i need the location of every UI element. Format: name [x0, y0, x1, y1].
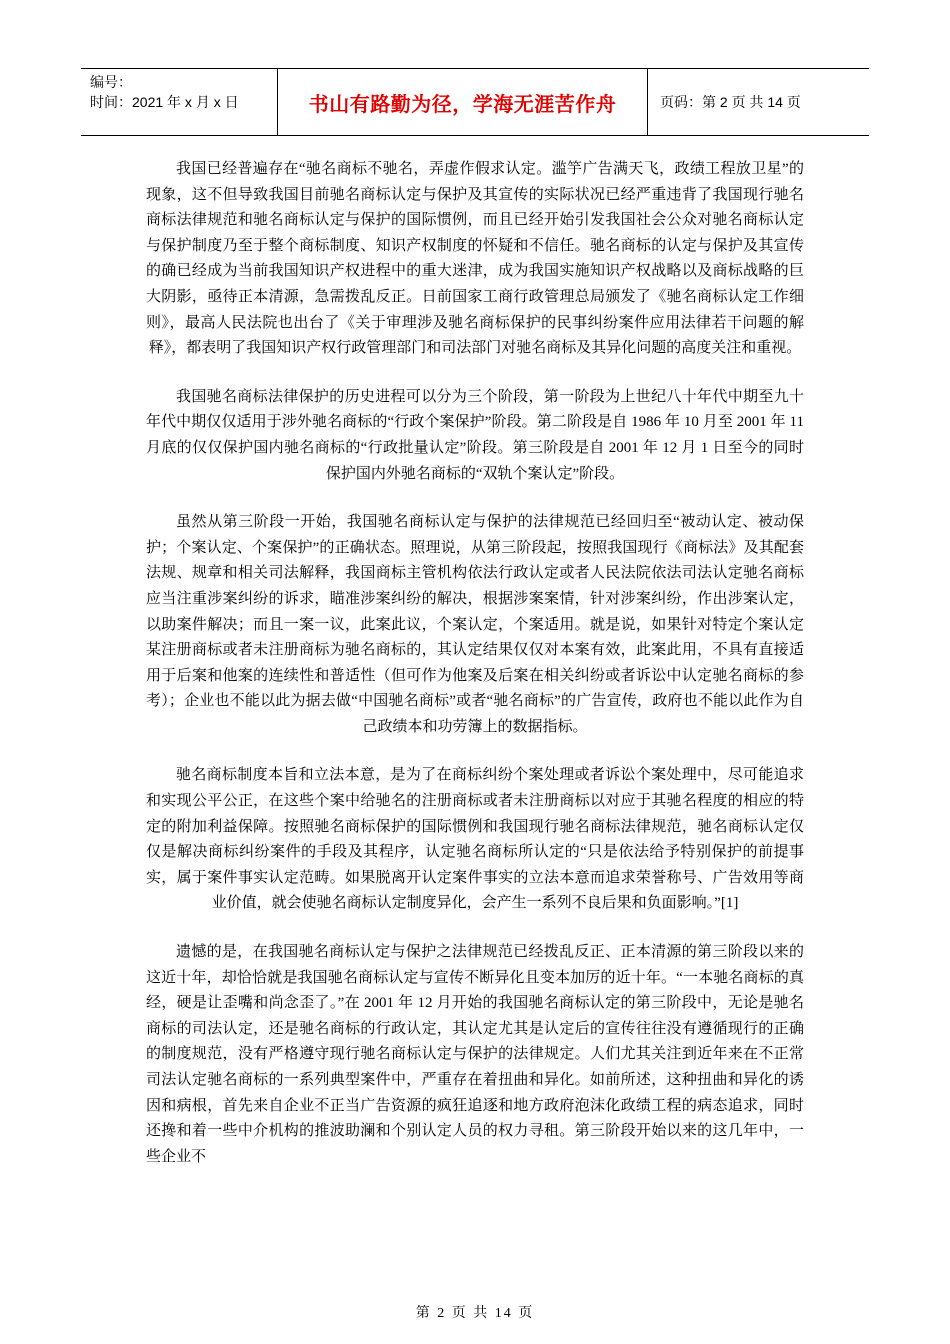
paragraph: 遗憾的是，在我国驰名商标认定与保护之法律规范已经拨乱反正、正本清源的第三阶段以来的这近十年，却恰恰就是我国驰名商标认定与宣传不断异化且变本加厉的近十年。“一本驰名商标的真经，硬是让歪嘴和尚念歪了。”在 2001 年 12 月开始的我国驰名商标认定的第三阶段中，无论是驰名商标的司法认定，还是驰名商标的行政认定，其认定尤其是认定后的宣传往往没有遵循现行的正确的制度规范，没有严格遵守现行驰名商标认定与保护的法律规定。人们尤其关注到近年来在不正常司法认定驰名商标的一系列典型案件中，严重存在着扭曲和异化。如前所述，这种扭曲和异化的诱因和病根，首先来自企业不正当广告资源的疯狂追逐和地方政府泡沫化政绩工程的病态追求，同时还搀和着一些中介机构的推波助澜和个别认定人员的权力寻租。第三阶段开始以来的这几年中，一些企业不: [146, 944, 804, 1165]
document-number: 编号：: [90, 74, 132, 90]
header-meta: [81, 69, 278, 135]
paragraph: 驰名商标制度本旨和立法本意，是为了在商标纠纷个案处理或者诉讼个案处理中，尽可能追求和实现公平公正，在这些个案中给驰名的注册商标或者未注册商标以对应于其驰名程度的相应的特定的附加利益保障。按照驰名商标保护的国际惯例和我国现行驰名商标法律规范，驰名商标认定仅仅是解决商标纠纷案件的手段及其程序，认定驰名商标所认定的“只是依法给予特别保护的前提事实，属于案件事实认定范畴。如果脱离开认定案件事实的立法本意而追求荣誉称号、广告效用等商业价值，就会使驰名商标认定制度异化，会产生一系列不良后果和负面影响。”[1]: [146, 767, 804, 912]
page-header: [81, 68, 869, 136]
paragraph: 虽然从第三阶段一开始，我国驰名商标认定与保护的法律规范已经回归至“被动认定、被动保护；个案认定、个案保护”的正确状态。照理说，从第三阶段起，按照我国现行《商标法》及其配套法规、规章和相关司法解释，我国商标主管机构依法行政认定或者人民法院依法司法认定驰名商标应当注重涉案纠纷的诉求，瞄准涉案纠纷的解决，根据涉案案情，针对涉案纠纷，作出涉案认定，以助案件解决；而且一案一议，此案此议，个案认定，个案适用。就是说，如果针对特定个案认定某注册商标或者未注册商标为驰名商标的，其认定结果仅仅对本案有效，此案此用，不具有直接适用于后案和他案的连续性和普适性（但可作为他案及后案在相关纠纷或者诉讼中认定驰名商标的参考）；企业也不能以此为据去做“中国驰名商标”或者“驰名商标”的广告宣传，政府也不能以此作为自己政绩本和功劳簿上的数据指标。: [146, 514, 804, 735]
header-page-number: 页码：第 2 页 共 14 页: [660, 94, 801, 110]
page-footer: 第 2 页 共 14 页: [415, 1306, 535, 1321]
header-motto: 书山有路勤为径，学海无涯苦作舟: [278, 69, 648, 135]
document-date: 时间：2021 年 x 月 x 日: [90, 94, 239, 110]
paragraph: 我国已经普遍存在“驰名商标不驰名，弄虚作假求认定。滥竽广告满天飞，政绩工程放卫星”的现象，这不但导致我国目前驰名商标认定与保护及其宣传的实际状况已经严重违背了我国现行驰名商标法律规范和驰名商标认定与保护的国际惯例，而且已经开始引发我国社会公众对驰名商标认定与保护制度乃至于整个商标制度、知识产权制度的怀疑和不信任。驰名商标的认定与保护及其宣传的确已经成为当前我国知识产权进程中的重大迷津，成为我国实施知识产权战略以及商标战略的巨大阴影，亟待正本清源，急需拨乱反正。日前国家工商行政管理总局颁发了《驰名商标认定工作细则》，最高人民法院也出台了《关于审理涉及驰名商标保护的民事纠纷案件应用法律若干问题的解释》，都表明了我国知识产权行政管理部门和司法部门对驰名商标及其异化问题的高度关注和重视。: [146, 161, 804, 357]
paragraph: 我国驰名商标法律保护的历史进程可以分为三个阶段，第一阶段为上世纪八十年代中期至九十年代中期仅仅适用于涉外驰名商标的“行政个案保护”阶段。第二阶段是自 1986 年 10 月至 2001 年 11 月底的仅仅保护国内驰名商标的“行政批量认定”阶段。第三阶段是自 2001 年 12 月 1 日至今的同时保护国内外驰名商标的“双轨个案认定”阶段。: [146, 388, 804, 482]
document-body: [146, 157, 804, 1193]
